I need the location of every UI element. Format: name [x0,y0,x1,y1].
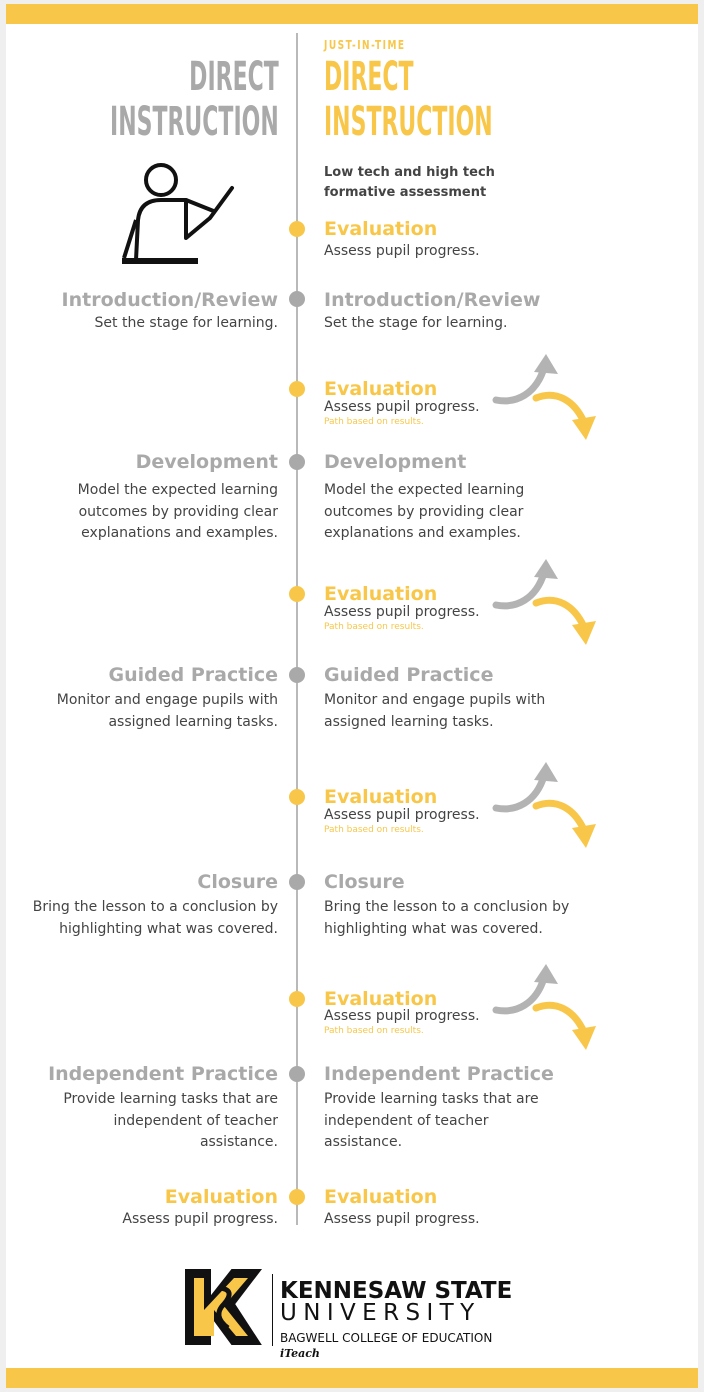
left-step-title: Introduction/Review [61,289,278,311]
timeline-dot-evaluation [289,789,305,805]
right-step-description: Monitor and engage pupils with assigned learning tasks. [324,692,546,730]
step-title: Evaluation [324,786,438,808]
teacher-pointer-icon [116,160,236,270]
branch-arrows-icon [492,962,604,1054]
left-step-title: Independent Practice [48,1063,278,1085]
timeline-dot-closure [289,874,305,890]
subtitle: Low tech and high tech formative assessment [324,165,495,200]
right-step-title: Independent Practice [324,1063,554,1085]
university-name-line2: UNIVERSITY [280,1300,481,1326]
timeline-line [296,33,298,1225]
left-step-description: Model the expected learning outcomes by providing clear explanations and examples. [77,482,278,541]
left-step-description: Assess pupil progress. [122,1211,278,1227]
step-note: Path based on results. [324,1026,424,1036]
right-step-description: Provide learning tasks that are independent of teacher assistance. [324,1091,539,1150]
branch-arrows-icon [492,760,604,852]
ks-monogram-logo [180,1264,266,1350]
timeline-dot-evaluation [289,991,305,1007]
step-description: Assess pupil progress. [324,807,480,823]
left-step-title: Guided Practice [108,664,278,686]
step-note: Path based on results. [324,417,424,427]
timeline-dot-evaluation-final [289,1189,305,1205]
left-column-title: DIRECT INSTRUCTION [110,55,279,145]
step-title: Evaluation [324,378,438,400]
right-step-title: Development [324,451,467,473]
step-description: Assess pupil progress. [324,399,480,415]
left-step-title: Evaluation [164,1186,278,1208]
step-title: Evaluation [324,583,438,605]
left-step-title: Closure [197,871,278,893]
step-title: Evaluation [324,218,438,240]
branch-arrows-icon [492,352,604,444]
step-title: Evaluation [324,988,438,1010]
program-name: iTeach [280,1347,320,1360]
bottom-accent-band [6,1368,698,1388]
top-accent-band [6,4,698,24]
timeline-dot-evaluation [289,381,305,397]
right-column-title: DIRECT INSTRUCTION [324,55,493,145]
timeline-dot-evaluation [289,221,305,237]
left-step-description: Bring the lesson to a conclusion by highlighting what was covered. [32,899,278,937]
timeline-dot-guided-practice [289,667,305,683]
left-step-description: Monitor and engage pupils with assigned learning tasks. [56,692,278,730]
left-step-description: Provide learning tasks that are independent of teacher assistance. [63,1091,278,1150]
left-step-description: Set the stage for learning. [94,315,278,331]
timeline-dot-introduction [289,291,305,307]
right-step-title: Guided Practice [324,664,494,686]
right-step-description: Model the expected learning outcomes by providing clear explanations and examples. [324,482,525,541]
timeline-dot-independent-practice [289,1066,305,1082]
right-step-description: Set the stage for learning. [324,315,508,331]
right-step-description: Bring the lesson to a conclusion by highlighting what was covered. [324,899,570,937]
right-step-title: Closure [324,871,405,893]
right-step-description: Assess pupil progress. [324,1211,480,1227]
left-step-title: Development [135,451,278,473]
branch-arrows-icon [492,557,604,649]
step-description: Assess pupil progress. [324,604,480,620]
timeline-dot-evaluation [289,586,305,602]
step-note: Path based on results. [324,622,424,632]
university-name-line1: KENNESAW STATE [280,1278,513,1304]
timeline-dot-development [289,454,305,470]
right-step-title: Introduction/Review [324,289,541,311]
right-step-title: Evaluation [324,1186,438,1208]
step-description: Assess pupil progress. [324,243,480,259]
college-name: BAGWELL COLLEGE OF EDUCATION [280,1331,493,1345]
step-description: Assess pupil progress. [324,1008,480,1024]
step-note: Path based on results. [324,825,424,835]
right-title-kicker: JUST-IN-TIME [324,38,406,52]
logo-divider [272,1274,273,1346]
